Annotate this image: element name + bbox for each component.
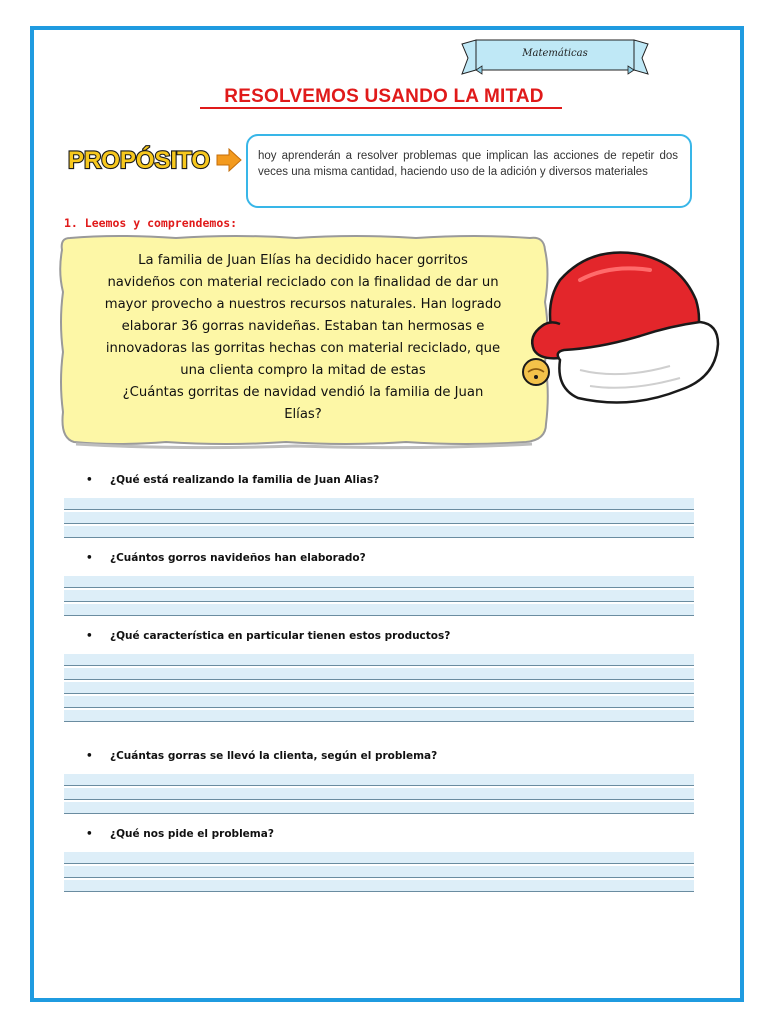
story-text: [72, 250, 534, 426]
answer-lines-1[interactable]: [64, 498, 694, 540]
story-line: mayor provecho a nuestros recursos naturales. Han logrado: [104, 297, 502, 312]
banner-label: Matemáticas: [522, 48, 588, 59]
bullet: •: [86, 750, 93, 762]
question-text: ¿Qué está realizando la familia de Juan Alias?: [110, 474, 380, 486]
story-line: Elías?: [284, 407, 322, 422]
bullet: •: [86, 552, 93, 564]
story-line: elaborar 36 gorras navideñas. Estaban tan hermosas e: [121, 319, 485, 334]
story-line: navideños con material reciclado con la finalidad de dar un: [107, 275, 499, 290]
question-text: ¿Qué característica en particular tienen estos productos?: [110, 630, 451, 642]
page-title: RESOLVEMOS USANDO LA MITAD: [224, 86, 544, 107]
santa-hat-icon: [520, 240, 724, 414]
answer-lines-2[interactable]: [64, 576, 694, 618]
question-4: [86, 750, 706, 762]
story-line: innovadoras las gorritas hechas con material reciclado, que: [105, 341, 501, 356]
purpose-logo-text: PROPÓSITO: [68, 147, 211, 174]
question-text: ¿Qué nos pide el problema?: [110, 828, 274, 840]
bullet: •: [86, 630, 93, 642]
question-1: [86, 474, 706, 486]
question-3: [86, 630, 706, 642]
question-5: [86, 828, 706, 840]
title-underline: [200, 107, 562, 109]
purpose-text: hoy aprenderán a resolver problemas que implican las acciones de repetir dos veces una misma cantidad, haciendo uso de la adición y diversos materiales: [246, 134, 692, 208]
bullet: •: [86, 474, 93, 486]
story-line: una clienta compro la mitad de estas: [180, 363, 426, 378]
story-line: La familia de Juan Elías ha decidido hacer gorritos: [138, 253, 468, 268]
purpose-logo: [66, 144, 214, 174]
answer-lines-3[interactable]: [64, 654, 694, 724]
orange-arrow-icon: [216, 148, 242, 172]
story-line: ¿Cuántas gorritas de navidad vendió la familia de Juan: [122, 385, 484, 400]
question-2: [86, 552, 706, 564]
answer-lines-4[interactable]: [64, 774, 694, 816]
section-heading: 1. Leemos y comprendemos:: [64, 216, 238, 230]
bullet: •: [86, 828, 93, 840]
question-text: ¿Cuántas gorras se llevó la clienta, según el problema?: [110, 750, 438, 762]
answer-lines-5[interactable]: [64, 852, 694, 894]
question-text: ¿Cuántos gorros navideños han elaborado?: [110, 552, 366, 564]
